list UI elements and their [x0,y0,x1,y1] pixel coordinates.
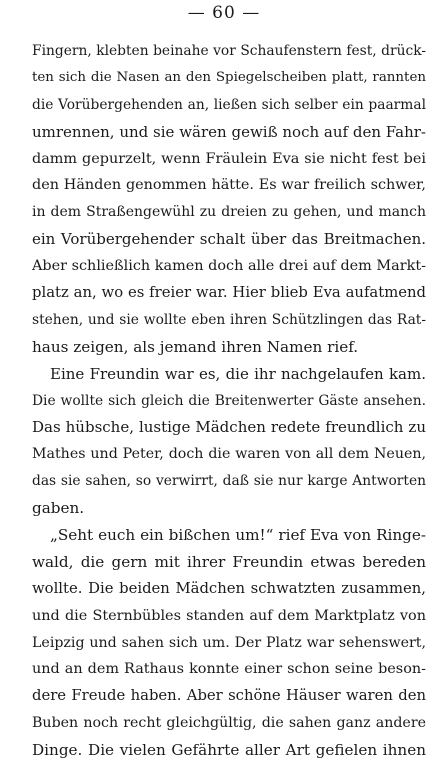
text-line: Eine Freundin war es, die ihr nachgelaufen kam. [50,364,426,383]
text-line: platz an, wo es freier war. Hier blieb Eva aufatmend [32,284,426,302]
text-line: stehen, und sie wollte eben ihren Schützlingen das Rat- [32,311,426,328]
text-line: wald, die gern mit ihrer Freundin etwas bereden [32,552,426,571]
text-line: Mathes und Peter, doch die waren von all dem Neuen, [32,446,426,463]
text-line: und an dem Rathaus konnte einer schon seine beson- [32,661,426,678]
text-line: haus zeigen, als jemand ihren Namen rief. [32,337,359,356]
text-line: und die Sternbübles standen auf dem Marktplatz von [32,607,426,624]
text-line: Die wollte sich gleich die Breitenwerter Gäste ansehen. [32,392,426,409]
paragraph [32,361,426,522]
paragraph [32,38,426,361]
text-line: Fingern, klebten beinahe vor Schaufenstern fest, drück- [32,43,426,59]
body-text [32,38,426,764]
text-line: die Vorübergehenden an, ließen sich selber ein paarmal [32,96,426,113]
text-line: Buben noch recht gleichgültig, die sahen ganz andere [32,715,426,732]
text-line: Leipzig und sahen sich um. Der Platz war sehenswert, [32,634,426,651]
text-line: das sie sahen, so verwirrt, daß sie nur karge Antworten [32,473,426,490]
text-line: umrennen, und sie wären gewiß noch auf den Fahr- [32,122,426,141]
text-line: den Händen genommen hätte. Es war freilich schwer, [32,177,426,194]
text-line: ten sich die Nasen an den Spiegelscheiben platt, rannten [32,69,426,85]
text-line: damm gepurzelt, wenn Fräulein Eva sie nicht fest bei [32,150,426,167]
text-line: Das hübsche, lustige Mädchen redete freundlich zu [32,418,426,437]
text-line: in dem Straßengewühl zu dreien zu gehen, und manch [32,204,426,221]
paragraph [32,522,426,764]
text-line: dere Freude haben. Aber schöne Häuser waren den [32,687,426,705]
text-line: gaben. [32,499,85,518]
text-line: ein Vorübergehender schalt über das Breitmachen. [32,230,426,249]
page-number: — 60 — [187,3,261,23]
text-line: wollte. Die beiden Mädchen schwatzten zusammen, [32,579,426,597]
text-line: Dinge. Die vielen Gefährte aller Art gefielen ihnen [32,741,426,760]
text-line: Aber schließlich kamen doch alle drei auf dem Markt- [32,258,426,275]
text-line: „Seht euch ein bißchen um!“ rief Eva von Ringe- [50,526,426,545]
